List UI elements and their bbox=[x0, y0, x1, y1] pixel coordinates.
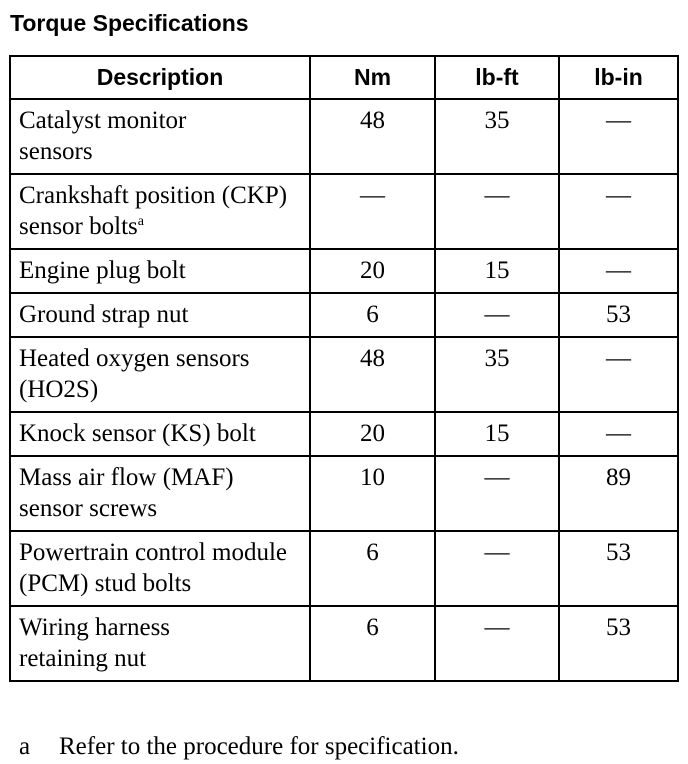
cell-nm: — bbox=[310, 174, 435, 249]
description-text: Wiring harness retaining nut bbox=[19, 614, 171, 672]
description-text: Knock sensor (KS) bolt bbox=[19, 420, 256, 447]
footnote-text: Refer to the procedure for specification. bbox=[59, 733, 459, 760]
table-row bbox=[10, 249, 678, 293]
table-row bbox=[10, 293, 678, 337]
cell-lbft: 35 bbox=[435, 99, 559, 174]
cell-lbft: 15 bbox=[435, 412, 559, 456]
table-row bbox=[10, 99, 678, 174]
cell-lbin: — bbox=[559, 337, 678, 412]
cell-lbin: 89 bbox=[559, 456, 678, 531]
table-row bbox=[10, 337, 678, 412]
cell-lbin: — bbox=[559, 174, 678, 249]
cell-nm: 20 bbox=[310, 412, 435, 456]
cell-description bbox=[10, 337, 310, 412]
cell-lbft: — bbox=[435, 174, 559, 249]
cell-nm: 48 bbox=[310, 99, 435, 174]
footnote-mark: a bbox=[19, 733, 31, 760]
header-lbin: lb-in bbox=[559, 56, 678, 99]
description-text: Mass air flow (MAF) sensor screws bbox=[19, 464, 234, 522]
table-header-row bbox=[10, 56, 678, 99]
description-text: Crankshaft position (CKP) sensor bolts bbox=[19, 182, 288, 240]
cell-nm: 6 bbox=[310, 531, 435, 606]
cell-description bbox=[10, 99, 310, 174]
header-nm: Nm bbox=[310, 56, 435, 99]
cell-nm: 10 bbox=[310, 456, 435, 531]
cell-description bbox=[10, 293, 310, 337]
cell-lbft: — bbox=[435, 531, 559, 606]
cell-lbft: 35 bbox=[435, 337, 559, 412]
cell-lbin: — bbox=[559, 412, 678, 456]
cell-lbin: — bbox=[559, 249, 678, 293]
table-row bbox=[10, 174, 678, 249]
table-row bbox=[10, 456, 678, 531]
cell-lbft: — bbox=[435, 456, 559, 531]
table-row bbox=[10, 531, 678, 606]
cell-nm: 48 bbox=[310, 337, 435, 412]
torque-spec-table bbox=[9, 55, 679, 682]
cell-lbin: 53 bbox=[559, 531, 678, 606]
footnote bbox=[19, 732, 459, 762]
description-text: Heated oxygen sensors (HO2S) bbox=[19, 345, 250, 403]
cell-nm: 20 bbox=[310, 249, 435, 293]
description-text: Catalyst monitor sensors bbox=[19, 107, 187, 165]
cell-lbin: 53 bbox=[559, 606, 678, 681]
header-description: Description bbox=[10, 56, 310, 99]
cell-lbft: 15 bbox=[435, 249, 559, 293]
cell-description bbox=[10, 606, 310, 681]
cell-description bbox=[10, 249, 310, 293]
cell-lbft: — bbox=[435, 606, 559, 681]
description-text: Engine plug bolt bbox=[19, 257, 186, 284]
cell-lbin: 53 bbox=[559, 293, 678, 337]
cell-lbin: — bbox=[559, 99, 678, 174]
table-row bbox=[10, 606, 678, 681]
header-lbft: lb-ft bbox=[435, 56, 559, 99]
cell-nm: 6 bbox=[310, 606, 435, 681]
page-title: Torque Specifications bbox=[10, 10, 249, 36]
description-text: Powertrain control module (PCM) stud bolts bbox=[19, 539, 287, 597]
cell-description bbox=[10, 531, 310, 606]
cell-description bbox=[10, 174, 310, 249]
table-row bbox=[10, 412, 678, 456]
cell-description bbox=[10, 412, 310, 456]
cell-nm: 6 bbox=[310, 293, 435, 337]
cell-lbft: — bbox=[435, 293, 559, 337]
description-text: Ground strap nut bbox=[19, 301, 189, 328]
footnote-marker: a bbox=[137, 214, 144, 229]
cell-description bbox=[10, 456, 310, 531]
